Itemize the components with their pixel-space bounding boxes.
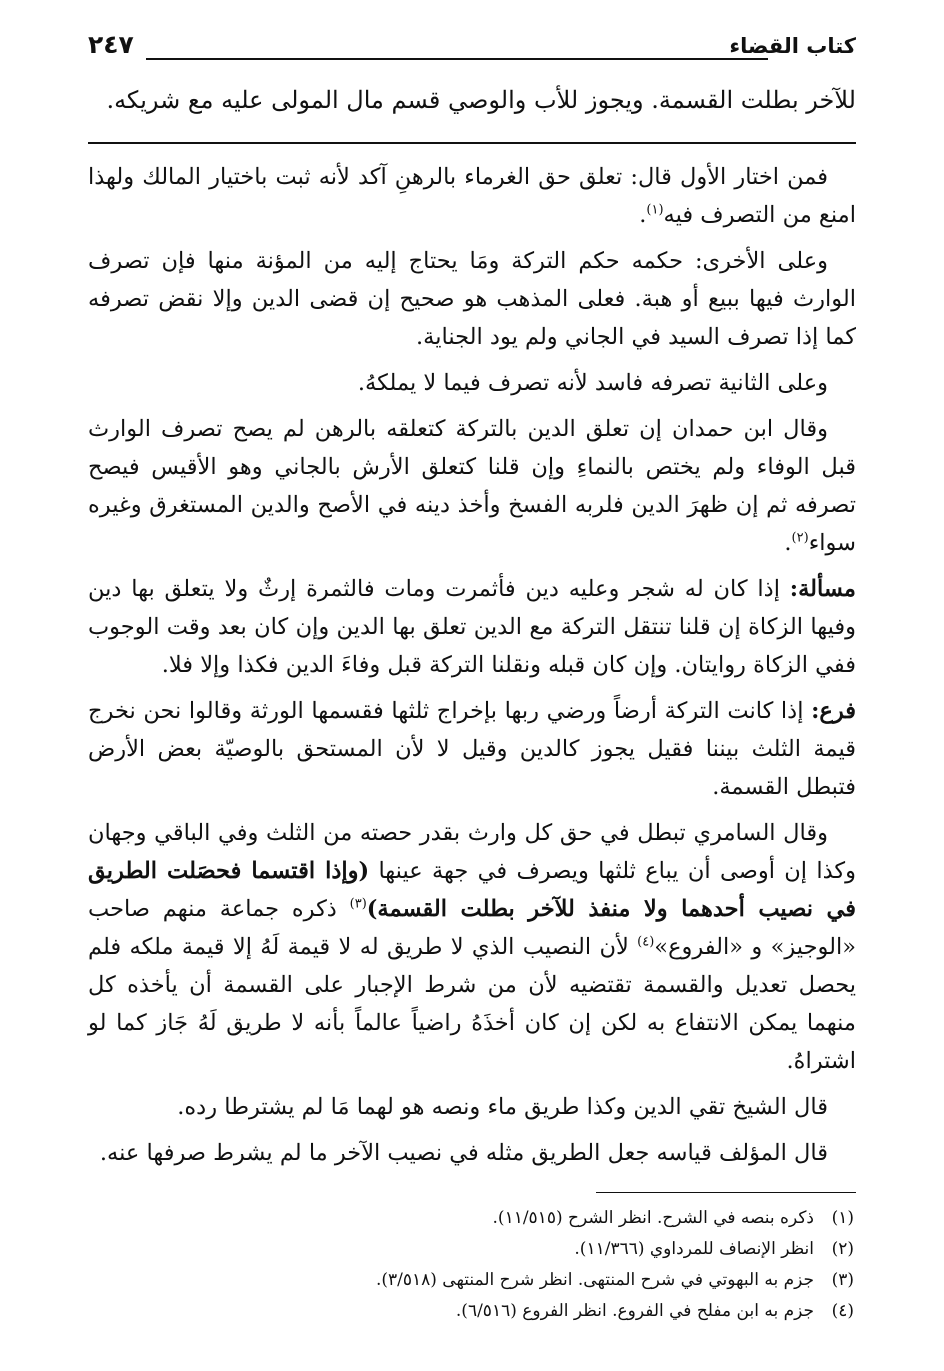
footnote-ref: (٣) — [349, 896, 367, 912]
main-text: للآخر بطلت القسمة. ويجوز للأب والوصي قسم مال المولى عليه مع شريكه. — [106, 86, 856, 114]
footnote-text: ذكره بنصه في الشرح. انظر الشرح (١١/٥١٥). — [492, 1208, 814, 1228]
header-rule — [146, 58, 768, 60]
commentary-paragraph: فمن اختار الأول قال: تعلق حق الغرماء بالرهنِ آكد لأنه ثبت باختيار المالك ولهذا امنع من التصرف فيه$^{(١)}$. — [88, 164, 856, 228]
footnotes — [88, 1203, 856, 1327]
footnote — [88, 1296, 856, 1327]
footnote-number: (١) — [831, 1208, 854, 1228]
footnote-ref: (١) — [646, 202, 664, 218]
footnote — [88, 1234, 856, 1265]
footnote-number: (٣) — [831, 1270, 854, 1290]
commentary-paragraph: وقال السامري تبطل في حق كل وارث بقدر حصته من الثلث وفي الباقي وجهان وكذا إن أوصى أن يباع ثلثها ويصرف في جهة عينها (وإذا اقتسما فحصَلت الطريق في نصيب أحدهما ولا منفذ للآخر بطلت القسمة)$^{(٣)}$ ذكره جماعة منهم صاحب «الوجيز» و «الفروع»$^{(٤)}$ لأن النصيب الذي لا طريق له لا قيمة لَهُ إلا قيمة ملكه فلم يحصل تعديل والقسمة تقتضيه لأن من شرط الإجبار على القسمة أن يأخذه كل منهما يمكن الانتفاع به لكن إن كان أخذَهُ راضياً عالماً بأنه لا طريق لَهُ جَاز كما لو اشتراهُ. — [88, 820, 856, 1074]
footnote — [88, 1265, 856, 1296]
commentary-paragraph: وقال ابن حمدان إن تعلق الدين بالتركة كتعلقه بالرهن لم يصح تصرف الوارث قبل الوفاء ولم يختص بالنماءِ وإن قلنا كتعلق الأرش بالجاني وهو الأقيس فيصح تصرفه ثم إن ظهرَ الدين فلربه الفسخ وأخذ دينه في الأصح والدين المستغرق وغيره سواء$^{(٢)}$. — [88, 416, 856, 556]
commentary-paragraph: وعلى الثانية تصرفه فاسد لأنه تصرف فيما لا يملكهُ. — [357, 370, 828, 396]
commentary-paragraph: قال الشيخ تقي الدين وكذا طريق ماء ونصه هو لهما مَا لم يشترطا رده. — [177, 1094, 828, 1120]
page-header — [88, 30, 856, 68]
book-title: كتاب القضاء — [729, 34, 856, 58]
masala-paragraph: مسألة: إذا كان له شجر وعليه دين فأثمرت ومات فالثمرة إرثٌ ولا يتعلق بها دين وفيها الزكاة إن قلنا تنتقل التركة مع الدين تعلق بها الدين وإن كان بعد وقت الوجوب ففي الزكاة روايتان. وإن كان قبله ونقلنا التركة قبل وفاءَ الدين فكذا وإلا فلا. — [88, 576, 856, 678]
page-number: ٢٤٧ — [88, 30, 134, 59]
footnote-text: جزم به ابن مفلح في الفروع. انظر الفروع (٦/٥١٦). — [455, 1301, 814, 1321]
footnote-ref: (٤) — [637, 934, 655, 950]
footnote-ref: (٢) — [791, 530, 809, 546]
footnote-text: جزم به البهوتي في شرح المنتهى. انظر شرح المنتهى (٣/٥١٨). — [375, 1270, 814, 1290]
masala-label: مسألة: — [789, 576, 856, 602]
commentary-paragraph: قال المؤلف قياسه جعل الطريق مثله في نصيب الآخر ما لم يشرط صرفها عنه. — [99, 1140, 828, 1166]
footnote-rule — [596, 1192, 856, 1193]
book-page — [88, 30, 856, 1351]
footnote-number: (٤) — [831, 1301, 854, 1321]
footnote — [88, 1203, 856, 1234]
text-separator — [88, 142, 856, 144]
matn-quote: (وإذا اقتسما فحصَلت الطريق في نصيب أحدهما ولا منفذ للآخر بطلت القسمة) — [88, 858, 856, 922]
footnote-text: انظر الإنصاف للمرداوي (١١/٣٦٦). — [574, 1239, 814, 1259]
footnote-number: (٢) — [831, 1239, 854, 1259]
far-label: فرع: — [811, 698, 857, 724]
far-paragraph: فرع: إذا كانت التركة أرضاً ورضي ربها بإخراج ثلثها فقسمها الورثة وقالوا نحن نخرج قيمة الثلث بيننا فقيل يجوز كالدين وقيل لا لأن المستحق بالوصيّة بعض الأرض فتبطل القسمة. — [88, 698, 857, 800]
commentary — [88, 158, 856, 1172]
commentary-paragraph: وعلى الأخرى: حكمه حكم التركة ومَا يحتاج إليه من المؤنة منها فإن تصرف الوارث فيها ببيع أو هبة. فعلى المذهب هو صحيح إن قضى الدين وإلا نقض تصرفه كما إذا تصرف السيد في الجاني ولم يود الجناية. — [88, 248, 856, 350]
